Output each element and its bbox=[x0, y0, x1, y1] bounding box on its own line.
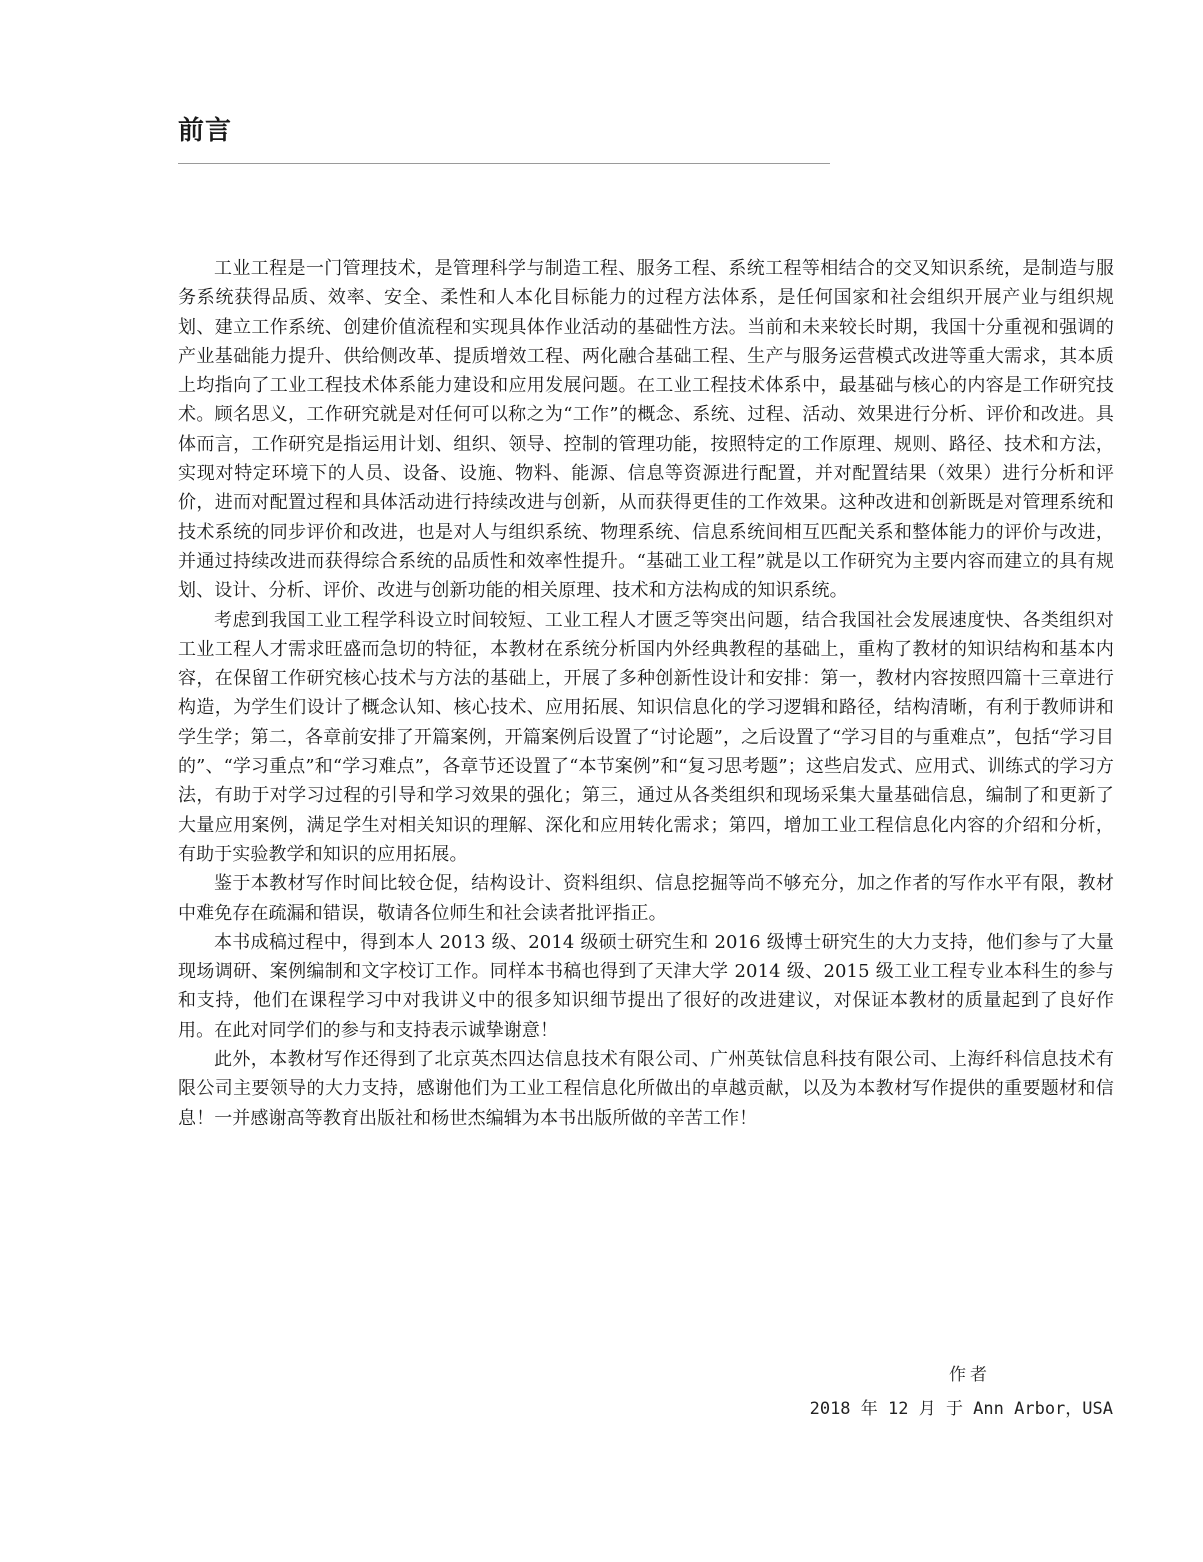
title-divider bbox=[178, 163, 830, 164]
paragraph: 鉴于本教材写作时间比较仓促，结构设计、资料组织、信息挖掘等尚不够充分，加之作者的写作水平有限，教材中难免存在疏漏和错误，敬请各位师生和社会读者批评指正。 bbox=[178, 873, 1114, 924]
paragraph: 此外，本教材写作还得到了北京英杰四达信息技术有限公司、广州英钛信息科技有限公司、上海纤科信息技术有限公司主要领导的大力支持，感谢他们为工业工程信息化所做出的卓越贡献，以及为本教材写作提供的重要题材和信息！一并感谢高等教育出版社和杨世杰编辑为本书出版所做的辛苦工作！ bbox=[178, 1049, 1114, 1129]
signature-block bbox=[810, 1358, 1113, 1426]
paragraph: 工业工程是一门管理技术，是管理科学与制造工程、服务工程、系统工程等相结合的交叉知识系统，是制造与服务系统获得品质、效率、安全、柔性和人本化目标能力的过程方法体系，是任何国家和社会组织开展产业与组织规划、建立工作系统、创建价值流程和实现具体作业活动的基础性方法。当前和未来较长时期，我国十分重视和强调的产业基础能力提升、供给侧改革、提质增效工程、两化融合基础工程、生产与服务运营模式改进等重大需求，其本质上均指向了工业工程技术体系能力建设和应用发展问题。在工业工程技术体系中，最基础与核心的内容是工作研究技术。顾名思义，工作研究就是对任何可以称之为“工作”的概念、系统、过程、活动、效果进行分析、评价和改进。具体而言，工作研究是指运用计划、组织、领导、控制的管理功能，按照特定的工作原理、规则、路径、技术和方法，实现对特定环境下的人员、设备、设施、物料、能源、信息等资源进行配置，并对配置结果（效果）进行分析和评价，进而对配置过程和具体活动进行持续改进与创新，从而获得更佳的工作效果。这种改进和创新既是对管理系统和技术系统的同步评价和改进，也是对人与组织系统、物理系统、信息系统间相互匹配关系和整体能力的评价与改进，并通过持续改进而获得综合系统的品质性和效率性提升。“基础工业工程”就是以工作研究为主要内容而建立的具有规划、设计、分析、评价、改进与创新功能的相关原理、技术和方法构成的知识系统。 bbox=[178, 258, 1114, 602]
paragraph: 考虑到我国工业工程学科设立时间较短、工业工程人才匮乏等突出问题，结合我国社会发展速度快、各类组织对工业工程人才需求旺盛而急切的特征，本教材在系统分析国内外经典教程的基础上，重构了教材的知识结构和基本内容，在保留工作研究核心技术与方法的基础上，开展了多种创新性设计和安排：第一，教材内容按照四篇十三章进行构造，为学生们设计了概念认知、核心技术、应用拓展、知识信息化的学习逻辑和路径，结构清晰，有利于教师讲和学生学；第二，各章前安排了开篇案例，开篇案例后设置了“讨论题”，之后设置了“学习目的与重难点”，包括“学习目的”、“学习重点”和“学习难点”，各章节还设置了“本节案例”和“复习思考题”；这些启发式、应用式、训练式的学习方法，有助于对学习过程的引导和学习效果的强化；第三，通过从各类组织和现场采集大量基础信息，编制了和更新了大量应用案例，满足学生对相关知识的理解、深化和应用转化需求；第四，增加工业工程信息化内容的介绍和分析，有助于实验教学和知识的应用拓展。 bbox=[178, 609, 1114, 865]
signature-date-place: 2018 年 12 月 于 Ann Arbor，USA bbox=[809, 1399, 1113, 1419]
signature-author: 作者 bbox=[949, 1365, 991, 1385]
paragraph: 本书成稿过程中，得到本人 2013 级、2014 级硕士研究生和 2016 级博士研究生的大力支持，他们参与了大量现场调研、案例编制和文字校订工作。同样本书稿也得到了天津大学 2014 级、2015 级工业工程专业本科生的参与和支持，他们在课程学习中对我讲义中的很多知识细节提出了很好的改进建议，对保证本教材的质量起到了良好作用。在此对同学们的参与和支持表示诚挚谢意！ bbox=[178, 931, 1114, 1041]
preface-body bbox=[178, 254, 1114, 1133]
page-title: 前言 bbox=[178, 116, 233, 146]
